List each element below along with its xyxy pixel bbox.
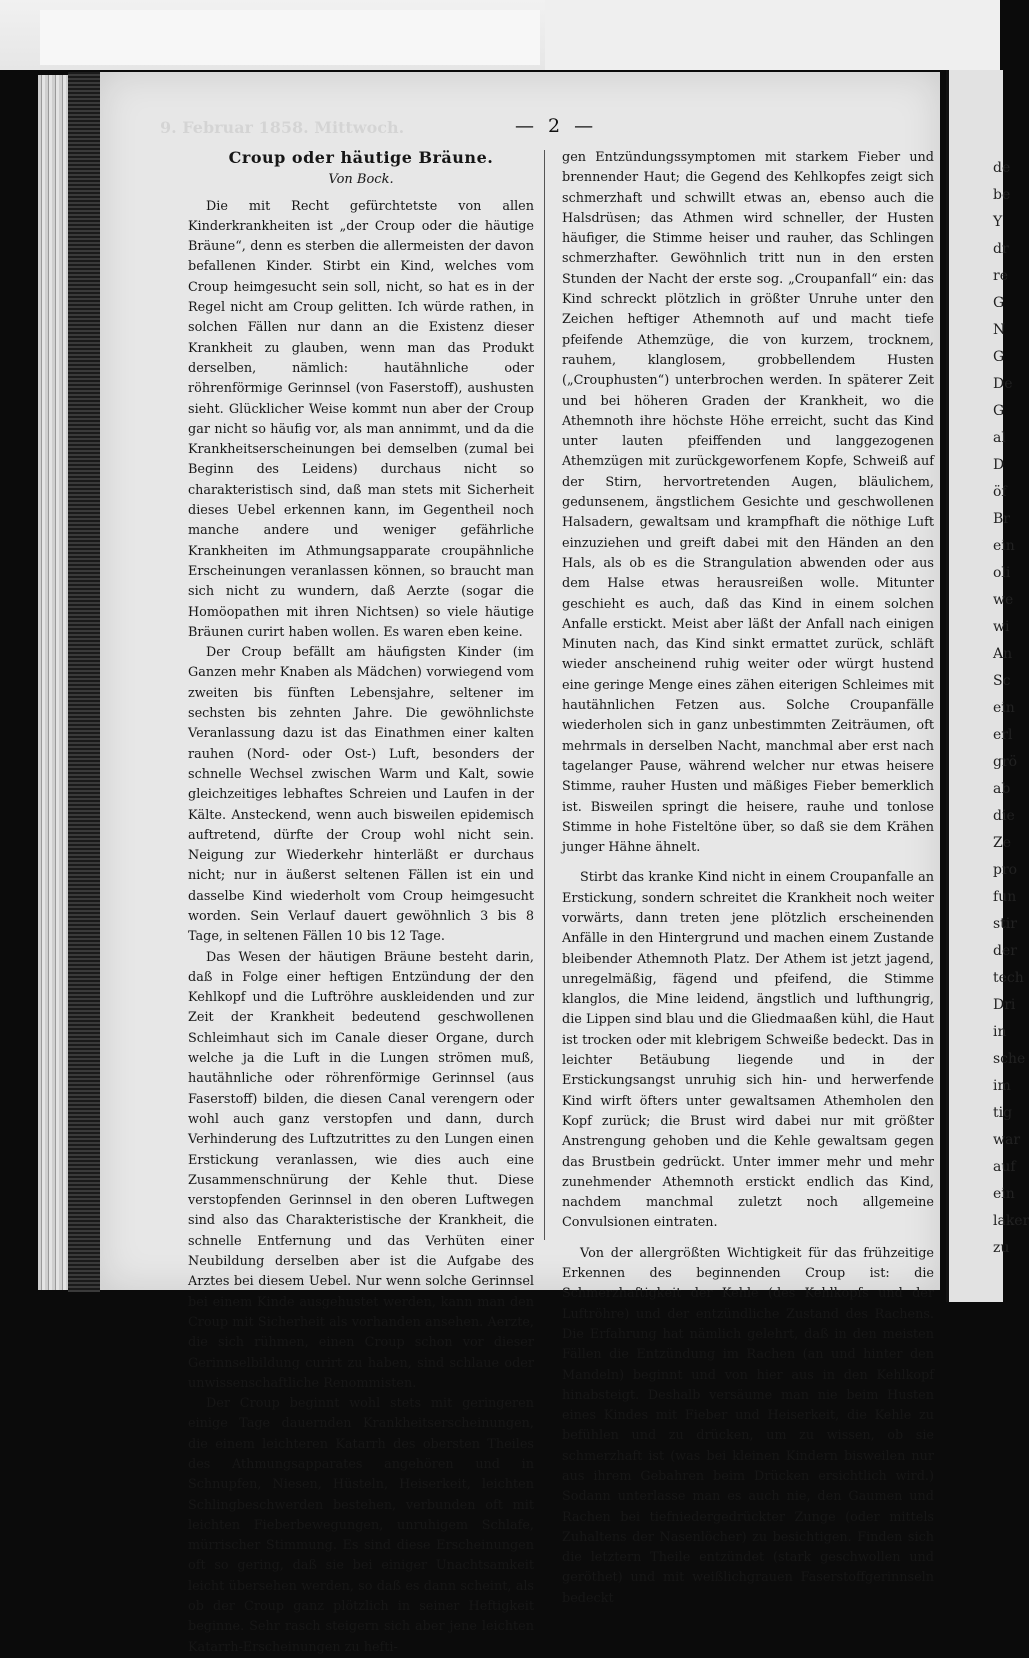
facing-page-fragment: oli bbox=[993, 565, 1011, 581]
facing-page-fragment: tig bbox=[993, 1105, 1013, 1121]
facing-page-fragment: öf bbox=[993, 484, 1007, 500]
facing-page-fragment: al bbox=[993, 430, 1006, 446]
paragraph: Der Croup beginnt wohl stets mit geringeren einige Tage dauernden Krankheitserscheinungen, die einem leichteren Katarrh des obersten Theiles des Athmungsapparates angehören und in Schnupfen, Niesen, Hüsteln, Heiserkeit, leichten Schlingbeschwerden bestehen, verbunden oft mit leichten Fieberbewegungen, unruhigem Schlafe, mürrischer Stimmung. Es sind diese Erscheinungen oft so gering, daß sie bei einiger Unachtsamkeit leicht übersehen werden, so daß es dann scheint, als ob der Croup ganz plötzlich in seiner Heftigkeit beginne. Sehr rasch steigern sich aber jene leichten Katarrh-Erscheinungen zu hefti- bbox=[188, 1396, 534, 1655]
facing-page-fragment: G bbox=[993, 295, 1005, 311]
facing-page-fragment: die bbox=[993, 808, 1015, 824]
facing-page-fragment: tech bbox=[993, 970, 1024, 986]
facing-page-fragment: dr bbox=[993, 241, 1009, 257]
facing-page-fragment: D bbox=[993, 457, 1005, 473]
facing-page-fragment: ab bbox=[993, 781, 1011, 797]
facing-page-fragment: laker bbox=[993, 1213, 1029, 1229]
facing-page-fragment: Dri bbox=[993, 997, 1016, 1013]
facing-page-fragment: Sc bbox=[993, 673, 1011, 689]
background-paper-right bbox=[545, 0, 1000, 70]
facing-page-fragment: N bbox=[993, 322, 1006, 338]
facing-page-fragment: im bbox=[993, 1078, 1011, 1094]
facing-page-fragment: auf bbox=[993, 1159, 1016, 1175]
left-column bbox=[188, 148, 534, 1658]
facing-page-fragment: G bbox=[993, 403, 1005, 419]
paragraph: Von der allergrößten Wichtigkeit für das frühzeitige Erkennen des beginnenden Croup ist: die Schmerzhaftigkeit der Kehle (des Kehlkopfs und der Luftröhre) und der entzündliche Zustand des Rachens. Die Erfahrung hat nämlich gelehrt, daß in den meisten Fällen die Entzündung im Rachen (an und hinter den Mandeln) beginnt und von hier aus in den Kehlkopf hinabsteigt. Deshalb versäume man nie beim Husten eines Kindes mit Fieber und Heiserkeit, die Kehle zu befühlen und zu drücken, um zu wissen, ob sie schmerzhaft ist (was bei kleinen Kindern bisweilen nur aus ihrem Gebahren beim Drücken ersichtlich wird.) Sodann unterlasse man es auch nie, den Gaumen und Rachen bei tiefniedergedrückter Zunge (oder mittels Zuhaltens der Nasenlöcher) zu besichtigen. Finden sich die letztern Theile entzündet (stark geschwollen und geröthet) und mit weißlichgrauen Faserstoffgerinnseln bedeckt bbox=[562, 1245, 934, 1606]
right-column bbox=[562, 148, 934, 1609]
binding-edge bbox=[68, 72, 100, 1292]
background-paper-left bbox=[40, 10, 540, 65]
column-divider bbox=[544, 150, 545, 1240]
facing-page-fragment: de bbox=[993, 160, 1011, 176]
facing-page-fragment: Y bbox=[993, 214, 1003, 230]
facing-page-fragment: we bbox=[993, 592, 1014, 608]
facing-page-fragment: ein bbox=[993, 538, 1015, 554]
facing-page-strip bbox=[946, 70, 1029, 1302]
facing-page-fragment: re bbox=[993, 268, 1008, 284]
facing-page-fragment: war bbox=[993, 1132, 1021, 1148]
facing-page-fragment: in bbox=[993, 1024, 1007, 1040]
facing-page-fragment: ein bbox=[993, 1186, 1015, 1202]
page-number: — 2 — bbox=[515, 115, 598, 137]
article-author: Von Bock. bbox=[328, 172, 394, 188]
paragraph: gen Entzündungssymptomen mit starkem Fieber und brennender Haut; die Gegend des Kehlkopfes zeigt sich schmerzhaft und schwillt etwas an, ebenso auch die Halsdrüsen; das Athmen wird schneller, der Husten häufiger, die Stimme heiser und rauher, das Schlingen schmerzhafter. Gewöhnlich tritt nun in den ersten Stunden der Nacht der erste sog. „Croupanfall“ ein: das Kind schreckt plötzlich in größter Unruhe unter den Zeichen heftiger Athemnoth auf und macht tiefe pfeifende Athemzüge, die von kurzem, trocknem, rauhem, klanglosem, grobbellendem Husten („Crouphusten“) unterbrochen werden. In späterer Zeit und bei höheren Graden der Krankheit, wo die Athemnoth ihre höchste Höhe erreicht, sucht das Kind unter lauten pfeiffenden und langgezogenen Athemzügen mit zurückgeworfenem Kopfe, Schweiß auf der Stirn, hervortretenden Augen, bläulichem, gedunsenem, ängstlichem Gesichte und geschwollenen Halsadern, gewaltsam und krampfhaft die nöthige Luft einzuziehen und greift dabei mit den Händen an den Hals, als ob es die Strangulation abwenden oder aus dem Halse etwas herausreißen wolle. Mitunter geschieht es auch, daß das Kind in einem solchen Anfalle erstickt. Meist aber läßt der Anfall nach einigen Minuten nach, das Kind sinkt ermattet zurück, schläft wieder anscheinend ruhig weiter oder würgt hustend eine geringe Menge eines zähen eiterigen Schleimes mit hautähnlichen Fetzen aus. Solche Croupanfälle wiederholen sich in ganz unbestimmten Zeiträumen, oft mehrmals in derselben Nacht, manchmal aber erst nach tagelanger Pause, während welcher nur etwas heisere Stimme, rauher Husten und mäßiges Fieber bemerklich ist. Bisweilen springt die heisere, rauhe und tonlose Stimme in hohe Fisteltöne über, so daß sie dem Krähen junger Hähne ähnelt. bbox=[562, 150, 934, 856]
paragraph: Das Wesen der häutigen Bräune besteht darin, daß in Folge einer heftigen Entzündung der den Kehlkopf und die Luftröhre auskleidenden und zur Zeit der Krankheit bedeutend geschwollenen Schleimhaut sich im Canale dieser Organe, durch welche ja die Luft in die Lungen strömen muß, hautähnliche oder röhrenförmige Gerinnsel (aus Faserstoff) bilden, die diesen Canal verengern oder wohl auch ganz verstopfen und dann, durch Verhinderung des Luftzutrittes zu den Lungen einen Erstickung veranlassen, wie dies auch eine Zusammenschnürung der Kehle thut. Diese verstopfenden Gerinnsel in den oberen Luftwegen sind also das Charakteristische der Krankheit, die schnelle Entfernung und das Verhüten einer Neubildung derselben aber ist die Aufgabe des Arztes bei diesem Uebel. Nur wenn solche Gerinnsel bei einem Kinde ausgehustet werden, kann man den Croup mit Sicherheit als vorhanden ansehen. Aerzte, die sich rühmen, einen Croup schon vor dieser Gerinnselbildung curirt zu haben, sind schlaue oder unwissenschaftliche Renommisten. bbox=[188, 949, 534, 1391]
paragraph: Die mit Recht gefürchtetste von allen Kinderkrankheiten ist „der Croup oder die häutige Bräune“, denn es sterben die allermeisten der davon befallenen Kinder. Stirbt ein Kind, welches vom Croup heimgesucht sein soll, nicht, so hat es in der Regel nicht am Croup gelitten. Ich würde rathen, in solchen Fällen nur dann an die Existenz dieser Krankheit zu glauben, wenn man das Produkt derselben, nämlich: hautähnliche oder röhrenförmige Gerinnsel (von Faserstoff), aushusten sieht. Glücklicher Weise kommt nun aber der Croup gar nicht so häufig vor, als man annimmt, und da die Krankheitserscheinungen bei demselben (zumal bei Beginn des Leidens) durchaus nicht so charakteristisch sind, daß man stets mit Sicherheit dieses Uebel erkennen kann, im Gegentheil noch manche andere und weniger gefährliche Krankheiten im Athmungsapparate croupähnliche Erscheinungen veranlassen können, so braucht man sich nicht zu wundern, daß Aerzte (sogar die Homöopathen mit ihren Nichtsen) so viele häutige Bräunen curirt haben wollen. Es waren eben keine. bbox=[188, 198, 534, 640]
facing-page-fragment: wi bbox=[993, 619, 1010, 635]
facing-page-fragment: An bbox=[993, 646, 1013, 662]
paragraph: Stirbt das kranke Kind nicht in einem Croupanfalle an Erstickung, sondern schreitet die Krankheit noch weiter vorwärts, dann treten jene plötzlich erscheinenden Anfälle in den Hintergrund und machen einem Zustande bleibender Athemnoth Platz. Der Athem ist jetzt jagend, unregelmäßig, fägend und pfeifend, die Stimme klanglos, die Mine leidend, ängstlich und lufthungrig, die Lippen sind blau und die Gliedmaaßen kühl, die Haut ist trocken oder mit klebrigem Schweiße bedeckt. Das in leichter Betäubung liegende und in der Erstickungsangst unruhig sich hin- und herwerfende Kind wirft öfters unter gewaltsamen Athemholen den Kopf zurück; die Brust wird dabei nur mit größter Anstrengung gehoben und die Kehle gewaltsam gegen das Brustbein gedrückt. Unter immer mehr und mehr zunehmender Athemnoth erstickt endlich das Kind, nachdem manchmal zuletzt noch allgemeine Convulsionen eintraten. bbox=[562, 870, 934, 1231]
facing-page-fragment: G bbox=[993, 349, 1005, 365]
facing-page-fragment: stir bbox=[993, 916, 1017, 932]
facing-page-fragment: pro bbox=[993, 862, 1018, 878]
facing-page-fragment: ein bbox=[993, 700, 1015, 716]
facing-page-fragment: fun bbox=[993, 889, 1017, 905]
facing-page-fragment: zu bbox=[993, 1240, 1010, 1256]
facing-page-fragment: grö bbox=[993, 754, 1018, 770]
bleed-through-text: 9. Februar 1858. Mittwoch. bbox=[160, 118, 405, 137]
facing-page-fragment: erl bbox=[993, 727, 1013, 743]
facing-page-fragment: Br bbox=[993, 511, 1010, 527]
facing-page-fragment: der bbox=[993, 943, 1017, 959]
article-title: Croup oder häutige Bräune. bbox=[228, 148, 494, 167]
facing-page-fragment: sche bbox=[993, 1051, 1026, 1067]
facing-page-fragment: be bbox=[993, 187, 1011, 203]
facing-page-fragment: De bbox=[993, 376, 1013, 392]
facing-page-fragment: Ze bbox=[993, 835, 1012, 851]
paragraph: Der Croup befällt am häufigsten Kinder (im Ganzen mehr Knaben als Mädchen) vorwiegend vom zweiten bis fünften Lebensjahre, seltener im sechsten bis zehnten Jahre. Die gewöhnlichste Veranlassung dazu ist das Einathmen einer kalten rauhen (Nord- oder Ost-) Luft, besonders der schnelle Wechsel zwischen Warm und Kalt, sowie gleichzeitiges lebhaftes Schreien und Laufen in der Kälte. Ansteckend, wenn auch bisweilen epidemisch auftretend, dürfte der Croup wohl nicht sein. Neigung zur Wiederkehr hinterläßt er durchaus nicht; nur in äußerst seltenen Fällen ist ein und dasselbe Kind wiederholt vom Croup heimgesucht worden. Sein Verlauf dauert gewöhnlich 3 bis 8 Tage, in seltenen Fällen 10 bis 12 Tage. bbox=[188, 645, 534, 945]
